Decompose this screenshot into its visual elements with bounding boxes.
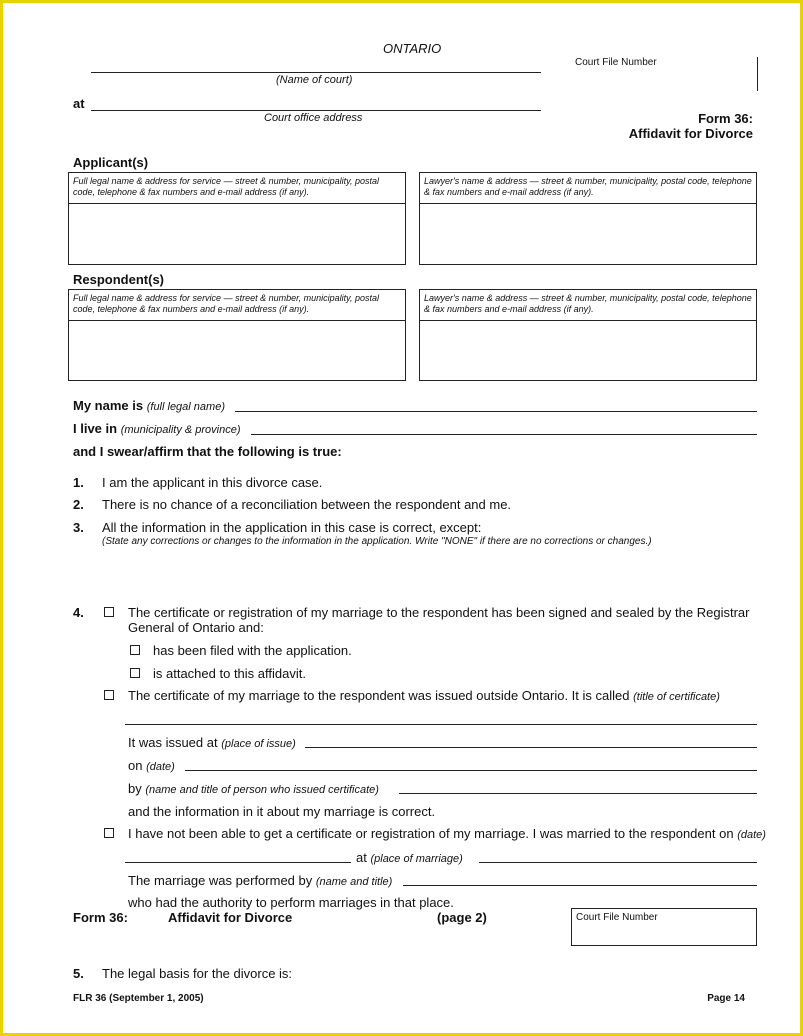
- page2-court-file-number-box[interactable]: [571, 908, 757, 946]
- certificate-title-field[interactable]: [125, 724, 757, 725]
- item-4c-text: [128, 826, 766, 841]
- item-4b-hint: (title of certificate): [633, 691, 720, 703]
- place-hint: (place of marriage): [370, 853, 463, 865]
- name-row: [73, 398, 225, 413]
- item-4b-label: The certificate of my marriage to the respondent was issued outside Ontario. It is called: [128, 688, 630, 703]
- applicants-heading: Applicant(s): [73, 155, 149, 170]
- respondent-address-label: Full legal name & address for service — street & number, municipality, postal code, telephone & fax numbers and e-mail address (if any).: [69, 290, 405, 321]
- officiant-field[interactable]: [403, 885, 757, 886]
- live-hint: (municipality & province): [120, 424, 241, 436]
- item-2-number: 2.: [73, 497, 84, 512]
- by-label: by: [128, 781, 142, 796]
- court-name-caption: (Name of court): [276, 74, 353, 86]
- full-name-field[interactable]: [235, 411, 757, 412]
- issued-at-label: It was issued at: [128, 735, 218, 750]
- item-3-text: All the information in the application in this case is correct, except:: [102, 520, 482, 535]
- court-file-number-label: Court File Number: [575, 57, 657, 68]
- item-1-number: 1.: [73, 475, 84, 490]
- performed-row: [128, 873, 392, 888]
- issuer-field[interactable]: [399, 793, 757, 794]
- on-row: [128, 758, 175, 773]
- place-at-label: at: [356, 850, 367, 865]
- performed-hint: (name and title): [315, 876, 393, 888]
- attached-text: is attached to this affidavit.: [153, 666, 306, 681]
- authority-text: who had the authority to perform marriages in that place.: [128, 895, 454, 910]
- item-2-text: There is no chance of a reconciliation between the respondent and me.: [102, 497, 512, 512]
- respondent-lawyer-box[interactable]: [419, 289, 757, 381]
- item-4c-label: I have not been able to get a certificate or registration of my marriage. I was married to the respondent on: [128, 826, 734, 841]
- court-address-caption: Court office address: [264, 112, 363, 124]
- applicant-lawyer-box[interactable]: [419, 172, 757, 265]
- form-page: [3, 3, 800, 1033]
- item-4c-hint: (date): [737, 829, 766, 841]
- page2-page-number: (page 2): [437, 910, 487, 925]
- form-number: Form 36:: [698, 111, 753, 126]
- by-row: [128, 781, 379, 796]
- form-title: Affidavit for Divorce: [628, 126, 753, 141]
- item-4a-text-line1: The certificate or registration of my marriage to the respondent has been signed and sealed by the Registrar: [128, 605, 750, 620]
- item-4b-text: [128, 688, 720, 703]
- item-4-number: 4.: [73, 605, 84, 620]
- respondents-heading: Respondent(s): [73, 272, 164, 287]
- page2-court-file-number-label: Court File Number: [576, 912, 658, 923]
- place-of-marriage-field[interactable]: [479, 862, 757, 863]
- by-hint: (name and title of person who issued certificate): [145, 784, 379, 796]
- marriage-date-field[interactable]: [125, 862, 351, 863]
- live-row: [73, 421, 241, 436]
- attached-checkbox[interactable]: [130, 668, 140, 678]
- place-row: [356, 850, 463, 865]
- filed-checkbox[interactable]: [130, 645, 140, 655]
- page2-form-title: Affidavit for Divorce: [168, 910, 293, 925]
- performed-label: The marriage was performed by: [128, 873, 313, 888]
- issued-at-row: [128, 735, 296, 750]
- item-4b-checkbox[interactable]: [104, 690, 114, 700]
- item-1-text: I am the applicant in this divorce case.: [102, 475, 323, 490]
- item-3-hint: (State any corrections or changes to the information in the application. Write "NONE" if there are no corrections or changes.): [102, 536, 652, 547]
- municipality-field[interactable]: [251, 434, 757, 435]
- respondent-lawyer-label: Lawyer's name & address — street & number, municipality, postal code, telephone & fax numbers and e-mail address (if any).: [420, 290, 756, 321]
- court-name-line[interactable]: [91, 72, 541, 73]
- name-hint: (full legal name): [146, 401, 225, 413]
- page2-form-number: Form 36:: [73, 910, 128, 925]
- item-4c-checkbox[interactable]: [104, 828, 114, 838]
- province-title: ONTARIO: [383, 41, 442, 56]
- court-file-number-field[interactable]: [757, 57, 758, 91]
- at-label: at: [73, 96, 85, 111]
- item-5-text: The legal basis for the divorce is:: [102, 966, 293, 981]
- footer-page-number: Page 14: [707, 993, 745, 1004]
- item-3-number: 3.: [73, 520, 84, 535]
- item-4a-checkbox[interactable]: [104, 607, 114, 617]
- on-label: on: [128, 758, 143, 773]
- court-address-line[interactable]: [91, 110, 541, 111]
- footer-form-id: FLR 36 (September 1, 2005): [73, 993, 204, 1004]
- swear-statement: and I swear/affirm that the following is true:: [73, 444, 342, 459]
- on-hint: (date): [146, 761, 175, 773]
- item-5-number: 5.: [73, 966, 84, 981]
- respondent-address-box[interactable]: [68, 289, 406, 381]
- place-of-issue-field[interactable]: [305, 747, 757, 748]
- applicant-address-label: Full legal name & address for service — street & number, municipality, postal code, telephone & fax numbers and e-mail address (if any).: [69, 173, 405, 204]
- applicant-address-box[interactable]: [68, 172, 406, 265]
- live-label: I live in: [73, 421, 118, 436]
- item-4a-text-line2: General of Ontario and:: [128, 620, 264, 635]
- applicant-lawyer-label: Lawyer's name & address — street & number, municipality, postal code, telephone & fax numbers and e-mail address (if any).: [420, 173, 756, 204]
- issue-date-field[interactable]: [185, 770, 757, 771]
- correct-text: and the information in it about my marriage is correct.: [128, 804, 436, 819]
- filed-text: has been filed with the application.: [153, 643, 352, 658]
- issued-at-hint: (place of issue): [221, 738, 296, 750]
- name-label: My name is: [73, 398, 144, 413]
